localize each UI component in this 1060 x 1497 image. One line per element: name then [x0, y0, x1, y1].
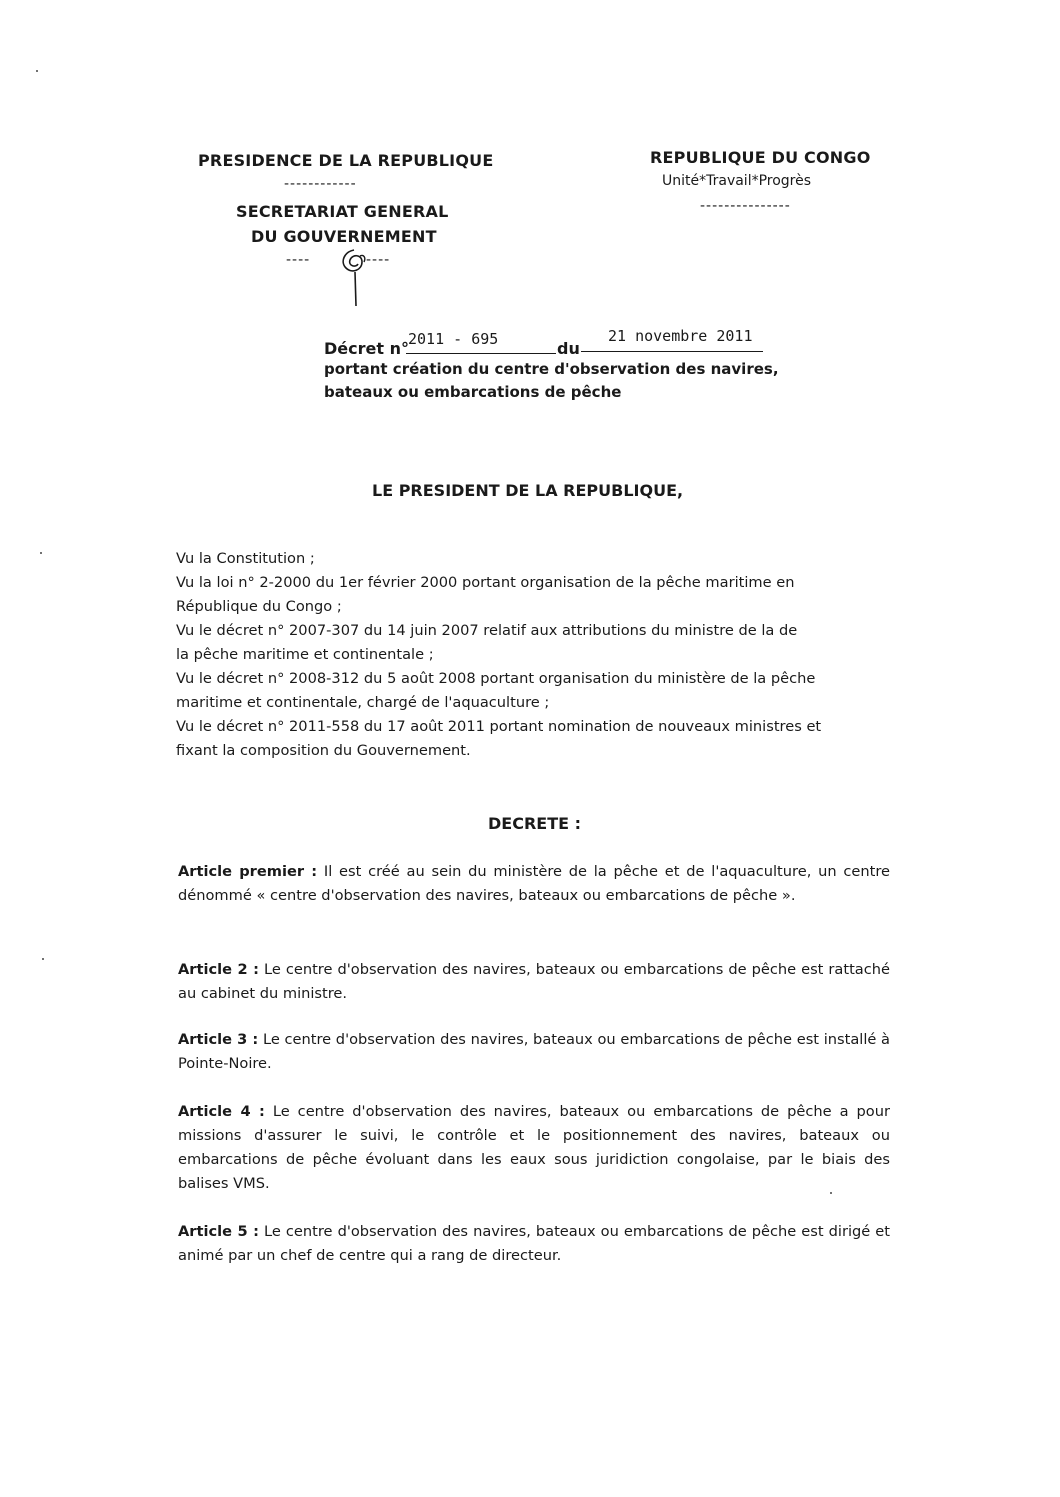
article-text: Le centre d'observation des navires, bateaux ou embarcations de pêche a pour missions d'assurer le suivi, le contrôle et le positionnement des navires, bateaux ou embarcations de pêche évoluant dans les eaux sous juridiction congolaise, par le biais des balises VMS.	[178, 1103, 890, 1192]
article-label: Article 3 :	[178, 1031, 259, 1048]
visa-line: Vu le décret n° 2008-312 du 5 août 2008 portant organisation du ministère de la pêche	[176, 670, 816, 687]
handwritten-mark-icon	[330, 236, 376, 310]
header-presidence: PRESIDENCE DE LA REPUBLIQUE	[198, 151, 494, 170]
decree-date: 21 novembre 2011	[608, 327, 753, 345]
article-3	[178, 1028, 890, 1076]
decree-date-underline	[581, 351, 763, 352]
scan-speck	[40, 552, 42, 554]
decree-number: 2011 - 695	[408, 330, 499, 348]
article-label: Article premier :	[178, 863, 318, 880]
visa-line: Vu le décret n° 2007-307 du 14 juin 2007 relatif aux attributions du ministre de la de	[176, 622, 798, 639]
article-text: Le centre d'observation des navires, bateaux ou embarcations de pêche est dirigé et animé par un chef de centre qui a rang de directeur.	[178, 1223, 890, 1264]
article-premier	[178, 860, 890, 908]
visa-line: maritime et continentale, chargé de l'aquaculture ;	[176, 694, 550, 711]
article-text: Le centre d'observation des navires, bateaux ou embarcations de pêche est rattaché au cabinet du ministre.	[178, 961, 890, 1002]
article-label: Article 4 :	[178, 1103, 265, 1120]
decree-subject-line2: bateaux ou embarcations de pêche	[324, 383, 622, 401]
scan-speck	[42, 958, 44, 960]
header-gouvernement: DU GOUVERNEMENT	[251, 227, 437, 246]
visa-line: Vu le décret n° 2011-558 du 17 août 2011 portant nomination de nouveaux ministres et	[176, 718, 822, 735]
header-right-divider: ---------------	[700, 198, 791, 214]
visa-line: fixant la composition du Gouvernement.	[176, 742, 471, 759]
article-text: Le centre d'observation des navires, bateaux ou embarcations de pêche est installé à Pointe-Noire.	[178, 1031, 890, 1072]
article-5	[178, 1220, 890, 1268]
header-motto: Unité*Travail*Progrès	[662, 173, 812, 189]
visa-line: Vu la Constitution ;	[176, 550, 315, 567]
visa-line: République du Congo ;	[176, 598, 342, 615]
decree-du-label: du	[557, 339, 580, 358]
visa-line: la pêche maritime et continentale ;	[176, 646, 434, 663]
article-2	[178, 958, 890, 1006]
decree-label: Décret n°	[324, 339, 409, 358]
header-secretariat: SECRETARIAT GENERAL	[236, 202, 449, 221]
decree-number-underline	[406, 353, 556, 354]
header-left-divider-2b: ----	[366, 252, 391, 268]
header-republique: REPUBLIQUE DU CONGO	[650, 148, 871, 167]
visa-line: Vu la loi n° 2-2000 du 1er février 2000 portant organisation de la pêche maritime en	[176, 574, 795, 591]
header-left-divider: ------------	[284, 176, 357, 192]
header-left-divider-2a: ----	[286, 252, 311, 268]
decree-subject-line1: portant création du centre d'observation des navires,	[324, 360, 779, 378]
article-4	[178, 1100, 890, 1196]
article-label: Article 5 :	[178, 1223, 259, 1240]
article-label: Article 2 :	[178, 961, 259, 978]
article-text: Il est créé au sein du ministère de la pêche et de l'aquaculture, un centre dénommé « centre d'observation des navires, bateaux ou embarcations de pêche ».	[178, 863, 890, 904]
president-title: LE PRESIDENT DE LA REPUBLIQUE,	[372, 481, 684, 500]
visas-block	[176, 547, 896, 763]
decrete-heading: DECRETE :	[488, 814, 582, 833]
scan-speck	[36, 70, 38, 72]
